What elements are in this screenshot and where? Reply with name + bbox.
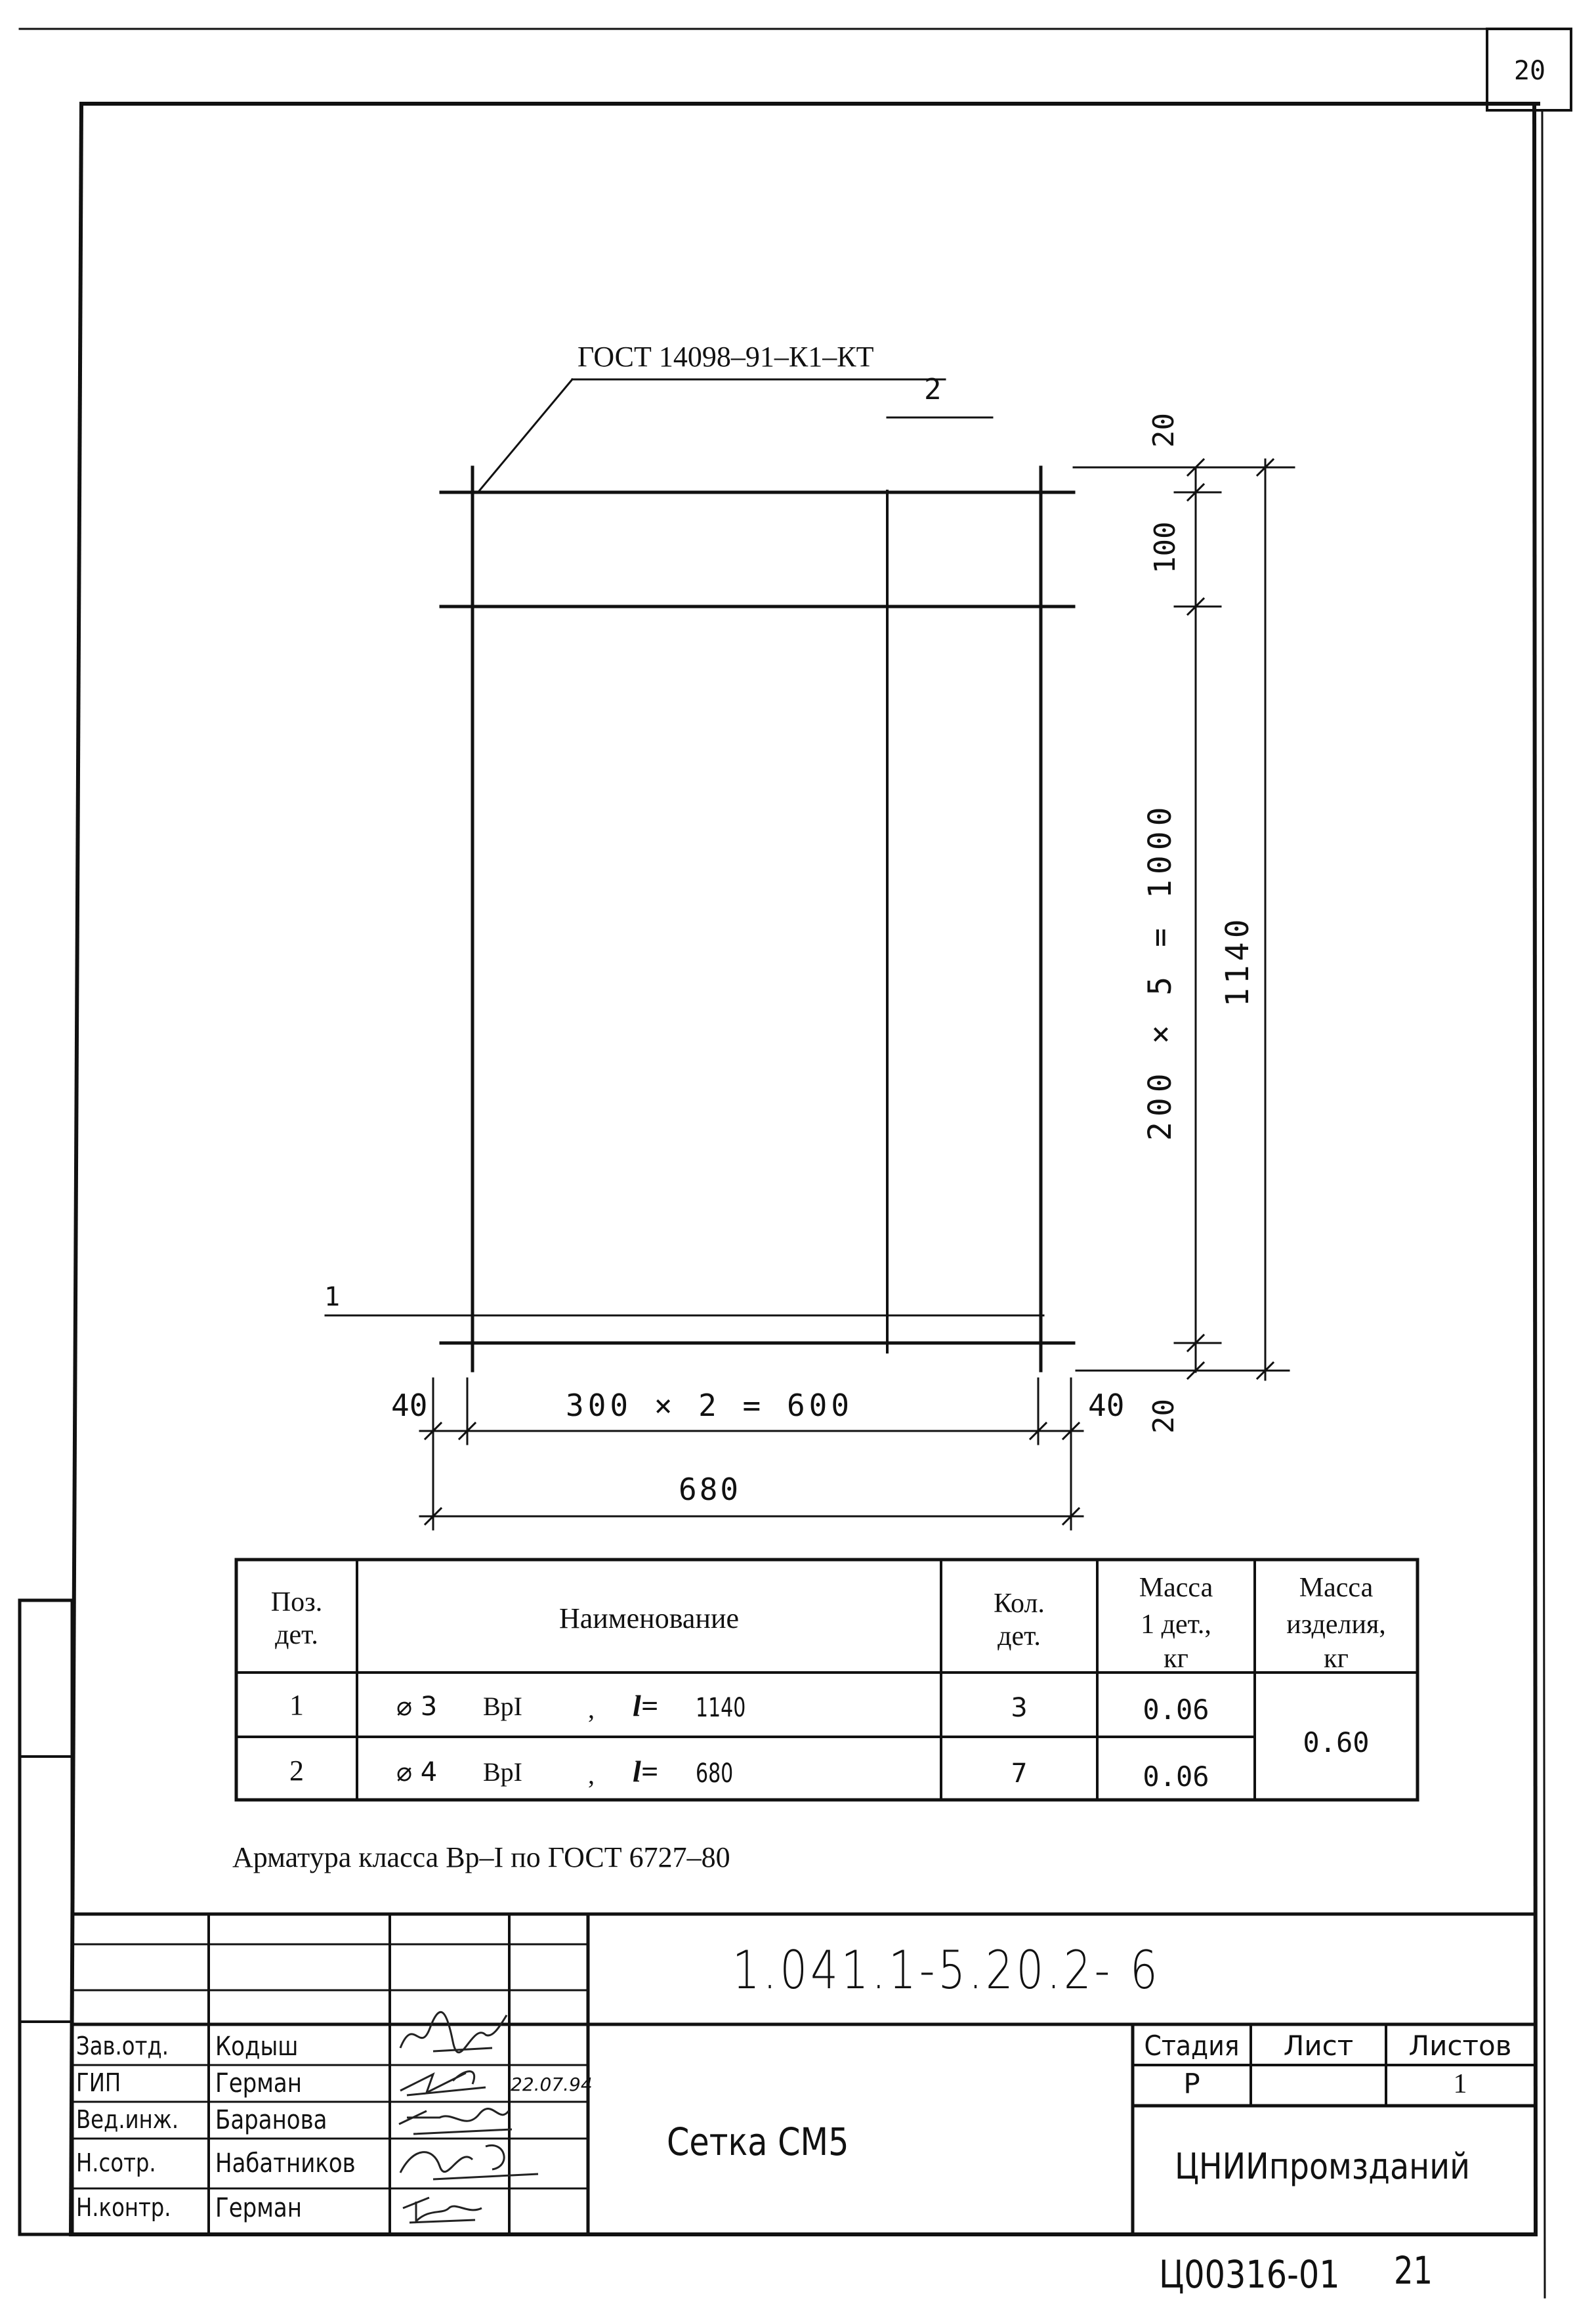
sheets-value: 1 xyxy=(1453,2069,1467,2099)
table-row-1-length-label: l= xyxy=(633,1689,658,1722)
date-chief-engineer: 22.07.94 xyxy=(511,2074,593,2095)
dim-total-height: 1140 xyxy=(1219,915,1256,1007)
role-norm-control: Н.контр. xyxy=(76,2193,171,2222)
table-row-2-mass: 0.06 xyxy=(1143,1760,1209,1793)
role-head-dept: Зав.отд. xyxy=(76,2032,169,2060)
role-chief-engineer: ГИП xyxy=(76,2068,121,2097)
reinforcement-note: Арматура класса Вр–I по ГОСТ 6727–80 xyxy=(232,1841,730,1873)
name-researcher: Набатников xyxy=(215,2148,356,2179)
dim-spacing-1000: 200 × 5 = 1000 xyxy=(1142,801,1179,1141)
header-mass1-line1: Масса xyxy=(1139,1573,1213,1603)
header-pos-line2: дет. xyxy=(275,1620,318,1650)
table-row-2-qty: 7 xyxy=(1011,1758,1028,1789)
name-norm-control: Герман xyxy=(215,2193,302,2223)
dim-span-600: 300 × 2 = 600 xyxy=(566,1388,854,1423)
document-code: 1.041.1-5.20.2- 6 xyxy=(732,1940,1161,2001)
stage-value: Р xyxy=(1183,2068,1200,2100)
signature-researcher xyxy=(394,2133,545,2186)
signature-chief-engineer xyxy=(394,2061,505,2102)
header-name: Наименование xyxy=(558,1602,740,1634)
sheets-label: Листов xyxy=(1408,2030,1512,2062)
sheet-corner-number: 20 xyxy=(1513,56,1546,86)
table-row-1-pos: 1 xyxy=(289,1689,304,1721)
table-row-2-class: ВрI xyxy=(483,1757,522,1787)
position-2-label: 2 xyxy=(924,373,942,406)
table-row-2-length: 680 xyxy=(696,1758,734,1789)
sheet-label: Лист xyxy=(1283,2030,1354,2062)
table-row-2-diameter: ⌀ 4 xyxy=(396,1757,438,1787)
dim-total-width: 680 xyxy=(679,1472,742,1507)
table-row-1-class: ВрI xyxy=(483,1692,522,1721)
table-row-2-separator: , xyxy=(588,1760,595,1789)
dim-right-40: 40 xyxy=(1088,1388,1125,1423)
position-1-label: 1 xyxy=(324,1282,341,1312)
header-pos-line1: Поз. xyxy=(270,1587,323,1617)
role-lead-engineer: Вед.инж. xyxy=(76,2105,179,2134)
archive-number: Ц00316-01 xyxy=(1159,2252,1340,2297)
table-row-1-separator: , xyxy=(588,1694,595,1724)
header-qty-line2: дет. xyxy=(998,1621,1041,1652)
table-total-mass: 0.60 xyxy=(1303,1726,1370,1758)
product-title: Сетка СМ5 xyxy=(667,2120,849,2164)
table-row-1-diameter: ⌀ 3 xyxy=(396,1692,438,1722)
table-row-1-length: 1140 xyxy=(696,1693,746,1723)
name-head-dept: Кодыш xyxy=(215,2032,299,2062)
header-mass1-line2: 1 дет., xyxy=(1141,1609,1211,1640)
archive-sheet-number: 21 xyxy=(1394,2248,1433,2293)
signature-head-dept xyxy=(394,2002,512,2061)
header-mass-total-line1: Масса xyxy=(1299,1573,1374,1603)
header-mass1-line3: кг xyxy=(1164,1644,1188,1674)
header-qty-line1: Кол. xyxy=(994,1588,1045,1619)
dim-bottom-20: 20 xyxy=(1147,1399,1181,1434)
table-row-2-length-label: l= xyxy=(633,1755,658,1788)
signature-norm-control xyxy=(396,2188,495,2229)
organization-name: ЦНИИпромзданий xyxy=(1175,2146,1470,2187)
stage-label: Стадия xyxy=(1144,2030,1240,2062)
table-row-1-mass: 0.06 xyxy=(1143,1694,1209,1726)
gost-leader-label: ГОСТ 14098–91–К1–КТ xyxy=(578,341,874,373)
table-row-2-pos: 2 xyxy=(289,1755,304,1787)
role-researcher: Н.сотр. xyxy=(76,2148,156,2177)
name-lead-engineer: Баранова xyxy=(215,2105,327,2135)
name-chief-engineer: Герман xyxy=(215,2068,302,2099)
header-mass-total-line3: кг xyxy=(1324,1644,1349,1674)
table-row-1-qty: 3 xyxy=(1011,1693,1028,1723)
dim-left-40: 40 xyxy=(391,1388,428,1423)
dim-top-20: 20 xyxy=(1147,413,1181,448)
header-mass-total-line2: изделия, xyxy=(1286,1609,1386,1640)
dim-100: 100 xyxy=(1148,521,1182,574)
